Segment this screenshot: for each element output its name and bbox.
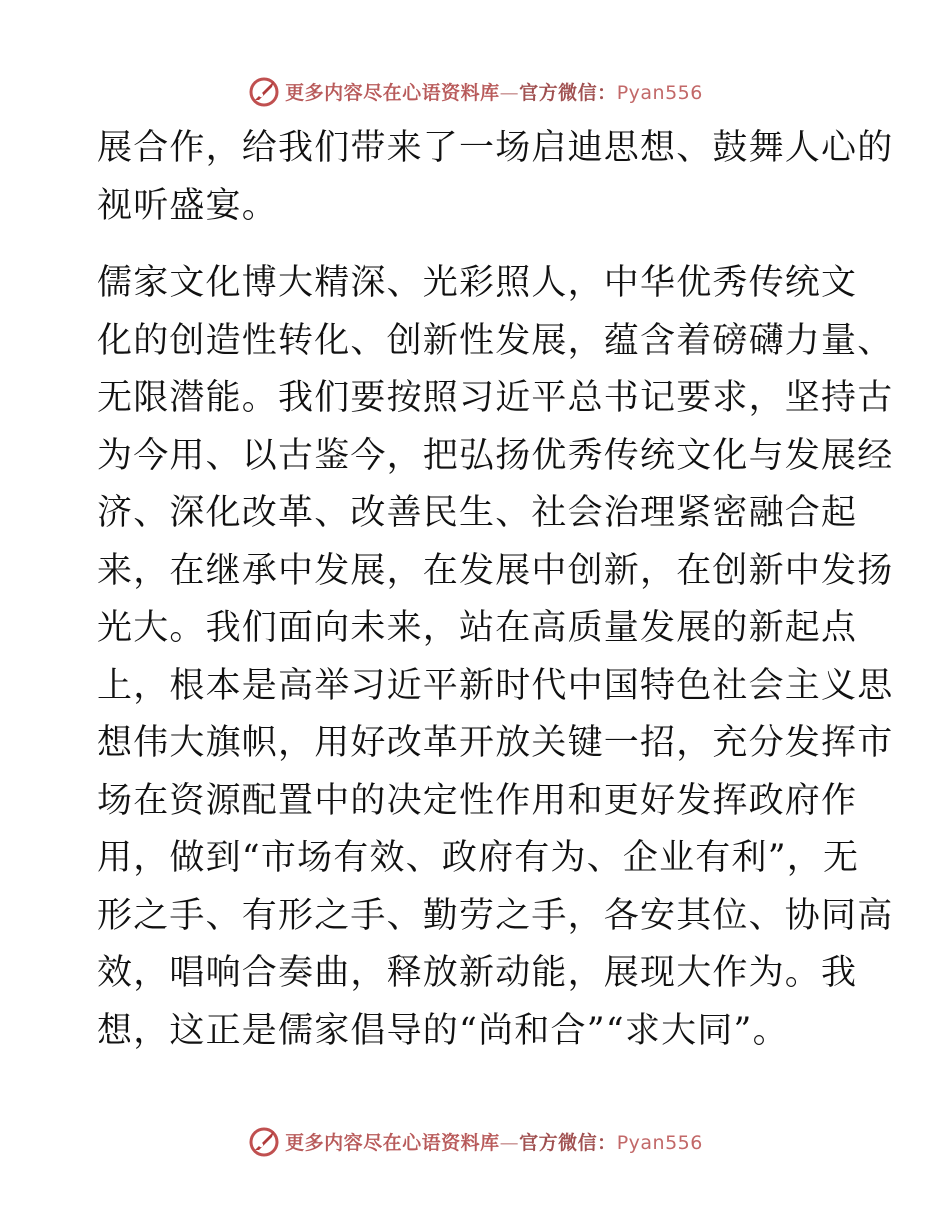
watermark-id: Pyan556 (616, 81, 703, 104)
text-line: 视听盛宴。 (97, 185, 279, 226)
watermark-text (285, 1128, 703, 1155)
text-line: 效，唱响合奏曲，释放新动能，展现大作为。我 (97, 953, 858, 993)
text-line: 想，这正是儒家倡导的“尚和合”“求大同”。 (97, 1010, 789, 1051)
text-line: 无限潜能。我们要按照习近平总书记要求，坚持古 (97, 378, 894, 418)
text-line: 形之手、有形之手、勤劳之手，各安其位、协同高 (97, 895, 894, 936)
watermark-dash: — (499, 81, 520, 104)
document-body (97, 120, 894, 1060)
watermark-main: 更多内容尽在心语资料库 (285, 81, 500, 104)
paragraph-2 (97, 255, 894, 1060)
watermark-dash: — (499, 1131, 520, 1154)
paragraph-1 (97, 120, 894, 235)
watermark-label: 官方微信： (519, 81, 617, 104)
text-line: 场在资源配置中的决定性作用和更好发挥政府作 (97, 780, 858, 821)
text-line: 来，在继承中发展，在发展中创新，在创新中发扬 (97, 550, 894, 591)
text-line: 想伟大旗帜，用好改革开放关键一招，充分发挥市 (97, 723, 894, 763)
quill-logo-icon (247, 74, 281, 108)
watermark-label: 官方微信： (519, 1131, 617, 1154)
footer-watermark (0, 1121, 950, 1161)
text-line: 济、深化改革、改善民生、社会治理紧密融合起 (97, 493, 858, 533)
text-line: 儒家文化博大精深、光彩照人，中华优秀传统文 (97, 263, 858, 303)
watermark-id: Pyan556 (616, 1131, 703, 1154)
text-line: 光大。我们面向未来，站在高质量发展的新起点 (97, 608, 858, 648)
text-line: 用，做到“市场有效、政府有为、企业有利”，无 (97, 838, 860, 878)
text-line: 上，根本是高举习近平新时代中国特色社会主义思 (97, 665, 894, 706)
text-line: 为今用、以古鉴今，把弘扬优秀传统文化与发展经 (97, 435, 894, 476)
text-line: 展合作，给我们带来了一场启迪思想、鼓舞人心的 (97, 128, 894, 168)
watermark-text (285, 78, 703, 105)
quill-logo-icon (247, 1124, 281, 1158)
header-watermark (0, 71, 950, 111)
text-line: 化的创造性转化、创新性发展，蕴含着磅礴力量、 (97, 320, 894, 361)
watermark-main: 更多内容尽在心语资料库 (285, 1131, 500, 1154)
